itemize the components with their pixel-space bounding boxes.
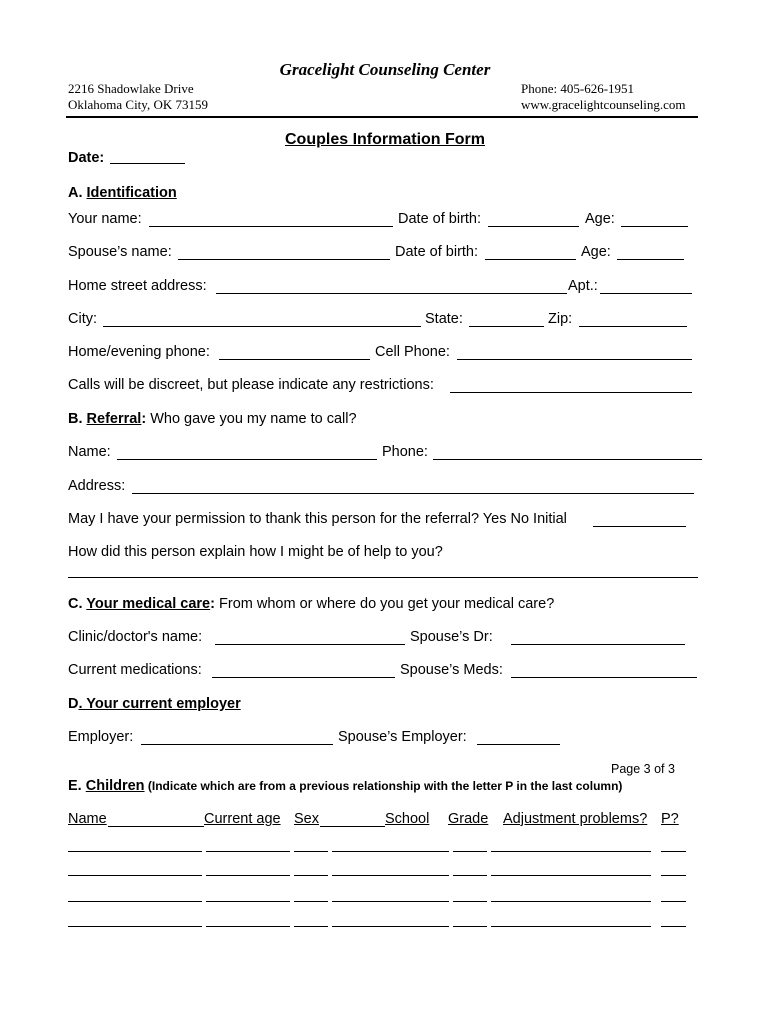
- col-p: P?: [661, 811, 679, 827]
- section-e-note: (Indicate which are from a previous relationship with the letter P in the last column): [144, 779, 623, 793]
- spouse-meds-field[interactable]: [511, 677, 697, 678]
- child-row-4-grade-field[interactable]: [453, 926, 487, 927]
- child-row-2-p-field[interactable]: [661, 875, 686, 876]
- state-label: State:: [425, 311, 463, 327]
- dob2-label: Date of birth:: [395, 244, 479, 260]
- col-adjustment: Adjustment problems?: [503, 811, 648, 827]
- section-c-colon: :: [210, 596, 215, 612]
- section-d-title: . Your current employer: [78, 696, 241, 712]
- address-line-1: 2216 Shadowlake Drive: [68, 81, 194, 96]
- child-row-4-current-age-field[interactable]: [206, 926, 290, 927]
- section-d-heading: [68, 696, 241, 712]
- date-label: Date:: [68, 150, 105, 166]
- spouse-name-field[interactable]: [178, 259, 390, 260]
- referral-phone-label: Phone:: [382, 444, 428, 460]
- header-divider: [66, 116, 698, 118]
- apt-field[interactable]: [600, 293, 692, 294]
- referral-name-label: Name:: [68, 444, 111, 460]
- referral-address-label: Address:: [68, 478, 126, 494]
- spouse-name-label: Spouse’s name:: [68, 244, 172, 260]
- referral-name-field[interactable]: [117, 459, 377, 460]
- child-row-3-adjustment-field[interactable]: [491, 901, 651, 902]
- dob2-field[interactable]: [485, 259, 576, 260]
- child-row-4-sex-field[interactable]: [294, 926, 328, 927]
- cell-phone-label: Cell Phone:: [375, 344, 450, 360]
- section-c-heading: [68, 596, 554, 612]
- employer-label: Employer:: [68, 729, 134, 745]
- child-row-2-grade-field[interactable]: [453, 875, 487, 876]
- spouse-meds-label: Spouse’s Meds:: [400, 662, 503, 678]
- initial-field[interactable]: [593, 526, 686, 527]
- permission-label: May I have your permission to thank this person for the referral? Yes No Initial: [68, 511, 567, 527]
- col-current-age: Current age: [204, 811, 281, 827]
- medications-label: Current medications:: [68, 662, 202, 678]
- section-b-title: Referral: [86, 411, 142, 427]
- col-school: School: [385, 811, 430, 827]
- phone: Phone: 405-626-1951: [521, 81, 635, 96]
- home-phone-field[interactable]: [219, 359, 370, 360]
- page-number: Page 3 of 3: [611, 762, 675, 776]
- age1-field[interactable]: [621, 226, 688, 227]
- address-line-2: Oklahoma City, OK 73159: [68, 97, 208, 112]
- section-c-prefix: C.: [68, 596, 87, 612]
- child-row-2-school-field[interactable]: [332, 875, 449, 876]
- col-sex: Sex: [294, 811, 319, 827]
- section-e-heading: [68, 778, 622, 794]
- referral-address-field[interactable]: [132, 493, 694, 494]
- child-row-3-sex-field[interactable]: [294, 901, 328, 902]
- your-name-label: Your name:: [68, 211, 142, 227]
- section-b-colon: :: [141, 411, 147, 427]
- section-b-heading: [68, 411, 357, 427]
- col-name: Name: [68, 811, 107, 827]
- col-grade: Grade: [448, 811, 489, 827]
- child-row-3-name-field[interactable]: [68, 901, 202, 902]
- age2-field[interactable]: [617, 259, 684, 260]
- date-field[interactable]: [110, 163, 185, 164]
- child-row-3-grade-field[interactable]: [453, 901, 487, 902]
- child-row-1-adjustment-field[interactable]: [491, 851, 651, 852]
- child-row-1-current-age-field[interactable]: [206, 851, 290, 852]
- child-row-1-sex-field[interactable]: [294, 851, 328, 852]
- age1-label: Age:: [585, 211, 615, 227]
- dob1-field[interactable]: [488, 226, 579, 227]
- city-field[interactable]: [103, 326, 421, 327]
- age2-label: Age:: [581, 244, 611, 260]
- section-e-title: Children: [85, 778, 145, 794]
- section-c-title: Your medical care: [86, 596, 211, 612]
- child-row-2-current-age-field[interactable]: [206, 875, 290, 876]
- child-row-2-name-field[interactable]: [68, 875, 202, 876]
- spouse-dr-label: Spouse’s Dr:: [410, 629, 493, 645]
- employer-field[interactable]: [141, 744, 333, 745]
- section-d-prefix: D: [68, 696, 79, 712]
- home-address-field[interactable]: [216, 293, 567, 294]
- child-row-4-school-field[interactable]: [332, 926, 449, 927]
- child-row-2-sex-field[interactable]: [294, 875, 328, 876]
- child-row-1-p-field[interactable]: [661, 851, 686, 852]
- website: www.gracelightcounseling.com: [521, 97, 686, 112]
- explain-field[interactable]: [68, 577, 698, 578]
- calls-restrictions-field[interactable]: [450, 392, 692, 393]
- section-b-question: Who gave you my name to call?: [146, 411, 357, 427]
- spouse-employer-label: Spouse’s Employer:: [338, 729, 467, 745]
- state-field[interactable]: [469, 326, 544, 327]
- child-row-1-grade-field[interactable]: [453, 851, 487, 852]
- calls-note-label: Calls will be discreet, but please indicate any restrictions:: [68, 377, 434, 393]
- child-row-3-school-field[interactable]: [332, 901, 449, 902]
- child-row-4-adjustment-field[interactable]: [491, 926, 651, 927]
- child-row-1-school-field[interactable]: [332, 851, 449, 852]
- col-sex-underline-extend: [320, 826, 385, 827]
- child-row-3-current-age-field[interactable]: [206, 901, 290, 902]
- child-row-2-adjustment-field[interactable]: [491, 875, 651, 876]
- section-a-prefix: A.: [68, 185, 87, 201]
- form-title: Couples Information Form: [285, 131, 485, 148]
- medications-field[interactable]: [212, 677, 395, 678]
- referral-phone-field[interactable]: [433, 459, 702, 460]
- child-row-4-p-field[interactable]: [661, 926, 686, 927]
- cell-phone-field[interactable]: [457, 359, 692, 360]
- child-row-1-name-field[interactable]: [68, 851, 202, 852]
- dob1-label: Date of birth:: [398, 211, 482, 227]
- section-e-prefix: E.: [68, 778, 86, 794]
- section-a-title: Identification: [86, 185, 177, 201]
- your-name-field[interactable]: [149, 226, 393, 227]
- spouse-employer-field[interactable]: [477, 744, 560, 745]
- city-label: City:: [68, 311, 97, 327]
- explain-label: How did this person explain how I might be of help to you?: [68, 544, 443, 560]
- clinic-label: Clinic/doctor's name:: [68, 629, 203, 645]
- home-phone-label: Home/evening phone:: [68, 344, 210, 360]
- clinic-field[interactable]: [215, 644, 405, 645]
- zip-field[interactable]: [579, 326, 687, 327]
- section-a-heading: [68, 185, 177, 201]
- spouse-dr-field[interactable]: [511, 644, 685, 645]
- zip-label: Zip:: [548, 311, 573, 327]
- org-name: Gracelight Counseling Center: [279, 60, 491, 79]
- child-row-4-name-field[interactable]: [68, 926, 202, 927]
- col-name-underline-extend: [108, 826, 204, 827]
- section-c-question: From whom or where do you get your medical care?: [214, 596, 555, 612]
- home-address-label: Home street address:: [68, 278, 207, 294]
- child-row-3-p-field[interactable]: [661, 901, 686, 902]
- section-b-prefix: B.: [68, 411, 87, 427]
- apt-label: Apt.:: [568, 278, 598, 294]
